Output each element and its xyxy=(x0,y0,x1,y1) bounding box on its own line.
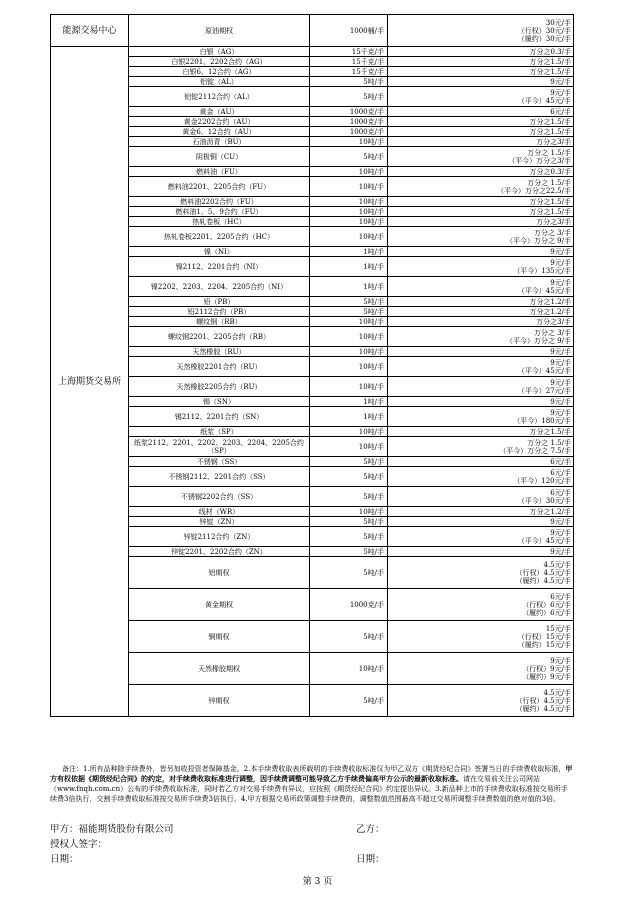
fee-line: 万分之1.2/手 xyxy=(529,507,571,516)
fee-cell xyxy=(388,427,574,437)
product-cell: 锌期权 xyxy=(129,685,310,717)
product-cell: 黄金2202合约（AU） xyxy=(129,117,310,127)
unit-cell: 5吨/手 xyxy=(310,307,388,317)
table-row xyxy=(51,547,574,557)
fee-line: 9元/手 xyxy=(550,528,571,537)
product-cell: 天然橡胶2205合约（RU） xyxy=(129,377,310,397)
fee-cell xyxy=(388,127,574,137)
fee-line: 6元/手 xyxy=(550,488,571,497)
table-row xyxy=(51,517,574,527)
unit-cell: 10吨/手 xyxy=(310,377,388,397)
unit-cell: 5吨/手 xyxy=(310,557,388,589)
fee-cell xyxy=(388,15,574,47)
product-cell: 不锈钢2112、2201合约（SS） xyxy=(129,467,310,487)
fee-line: 9元/手 xyxy=(550,278,571,287)
product-cell: 黄金（AU） xyxy=(129,107,310,117)
fee-cell xyxy=(388,547,574,557)
product-cell: 热轧卷板（HC） xyxy=(129,217,310,227)
product-cell: 铜期权 xyxy=(129,621,310,653)
product-cell: 石油沥青（BU） xyxy=(129,137,310,147)
fee-line: （平今）45元/手 xyxy=(517,536,571,545)
fee-cell xyxy=(388,307,574,317)
table-row xyxy=(51,467,574,487)
page-number: 第 3 页 xyxy=(302,877,333,887)
fee-cell xyxy=(388,507,574,517)
fee-line: 6元/手 xyxy=(550,592,571,601)
fee-line: 万分之0.3/手 xyxy=(529,47,571,56)
product-cell: 黄金6、12合约（AU） xyxy=(129,127,310,137)
unit-cell: 5吨/手 xyxy=(310,517,388,527)
table-row xyxy=(51,107,574,117)
fee-line: 万分之 3/手 xyxy=(533,228,571,237)
fee-line: 万分之 1.5/手 xyxy=(527,438,571,447)
table-row xyxy=(51,317,574,327)
product-cell: 白银（AG） xyxy=(129,47,310,57)
unit-cell: 1吨/手 xyxy=(310,257,388,277)
unit-cell: 1吨/手 xyxy=(310,277,388,297)
table-row xyxy=(51,147,574,167)
party-a-date-label: 日期： xyxy=(50,854,79,865)
table-row xyxy=(51,685,574,717)
product-cell: 铝锭2112合约（AL） xyxy=(129,87,310,107)
fee-line: （履约）15元/手 xyxy=(517,640,571,649)
product-cell: 白银6、12合约（AG） xyxy=(129,67,310,77)
fee-line: 4.5元/手 xyxy=(543,560,571,569)
table-row xyxy=(51,67,574,77)
fee-line: （平今）120元/手 xyxy=(513,476,571,485)
unit-cell: 5吨/手 xyxy=(310,547,388,557)
unit-cell: 1000克/手 xyxy=(310,589,388,621)
fee-line: 15元/手 xyxy=(545,624,571,633)
fee-cell xyxy=(388,557,574,589)
table-row xyxy=(51,347,574,357)
fee-cell xyxy=(388,327,574,347)
table-row xyxy=(51,457,574,467)
product-cell: 燃料油1、5、9合约（FU） xyxy=(129,207,310,217)
unit-cell: 10吨/手 xyxy=(310,177,388,197)
product-cell: 天然橡胶2201合约（RU） xyxy=(129,357,310,377)
unit-cell: 10吨/手 xyxy=(310,507,388,517)
fee-cell xyxy=(388,487,574,507)
unit-cell: 10吨/手 xyxy=(310,437,388,457)
fee-cell xyxy=(388,227,574,247)
exchange-cell: 能源交易中心 xyxy=(51,15,129,47)
fee-cell xyxy=(388,257,574,277)
unit-cell: 1吨/手 xyxy=(310,247,388,257)
fee-line: 万分之 1.5/手 xyxy=(527,148,571,157)
product-cell: 锌锭（ZN） xyxy=(129,517,310,527)
table-row xyxy=(51,177,574,197)
fee-line: （平今）45元/手 xyxy=(517,366,571,375)
table-row xyxy=(51,527,574,547)
fee-cell xyxy=(388,87,574,107)
fee-line: （履约）6元/手 xyxy=(522,608,571,617)
fee-cell xyxy=(388,207,574,217)
table-row xyxy=(51,357,574,377)
table-row xyxy=(51,277,574,297)
unit-cell: 5吨/手 xyxy=(310,685,388,717)
fee-line: 万分之1.5/手 xyxy=(529,207,571,216)
unit-cell: 1000桶/手 xyxy=(310,15,388,47)
product-cell: 铝期权 xyxy=(129,557,310,589)
unit-cell: 5吨/手 xyxy=(310,527,388,547)
unit-cell: 10吨/手 xyxy=(310,137,388,147)
unit-cell: 1000克/手 xyxy=(310,117,388,127)
fee-line: 9元/手 xyxy=(550,378,571,387)
fee-cell xyxy=(388,117,574,127)
fee-line: 万分之1.5/手 xyxy=(529,57,571,66)
fee-line: 9元/手 xyxy=(550,88,571,97)
fee-cell xyxy=(388,167,574,177)
fee-line: （平今）万分之 9/手 xyxy=(505,336,571,345)
unit-cell: 5吨/手 xyxy=(310,621,388,653)
fee-line: （行权）15元/手 xyxy=(517,632,571,641)
table-row xyxy=(51,257,574,277)
product-cell: 黄金期权 xyxy=(129,589,310,621)
table-row xyxy=(51,507,574,517)
product-cell: 锌锭2201、2202合约（ZN） xyxy=(129,547,310,557)
unit-cell: 1吨/手 xyxy=(310,397,388,407)
fee-line: 万分之 3/手 xyxy=(533,328,571,337)
unit-cell: 10吨/手 xyxy=(310,317,388,327)
product-cell: 螺纹钢2201、2205合约（RB） xyxy=(129,327,310,347)
unit-cell: 5吨/手 xyxy=(310,457,388,467)
fee-line: 万分之1.5/手 xyxy=(529,427,571,436)
fee-cell xyxy=(388,457,574,467)
fee-line: 9元/手 xyxy=(550,547,571,556)
product-cell: 纸浆（SP） xyxy=(129,427,310,437)
fee-line: 9元/手 xyxy=(550,247,571,256)
fee-line: （行权）4.5元/手 xyxy=(515,568,571,577)
unit-cell: 5吨/手 xyxy=(310,87,388,107)
unit-cell: 10吨/手 xyxy=(310,327,388,347)
product-cell: 阴极铜（CU） xyxy=(129,147,310,167)
table-row xyxy=(51,589,574,621)
fee-cell xyxy=(388,621,574,653)
fee-line: （履约）30元/手 xyxy=(517,34,571,43)
fee-line: （平今）135元/手 xyxy=(513,266,571,275)
fee-line: 30元/手 xyxy=(545,18,571,27)
fee-cell xyxy=(388,685,574,717)
unit-cell: 10吨/手 xyxy=(310,217,388,227)
product-cell: 铅2112合约（PB） xyxy=(129,307,310,317)
unit-cell: 10吨/手 xyxy=(310,347,388,357)
fee-cell xyxy=(388,137,574,147)
fee-cell xyxy=(388,107,574,117)
fee-line: 6元/手 xyxy=(550,457,571,466)
fee-line: 6元/手 xyxy=(550,468,571,477)
fee-line: 万分之3/手 xyxy=(536,137,571,146)
table-row xyxy=(51,15,574,47)
fee-line: 9元/手 xyxy=(550,397,571,406)
table-row xyxy=(51,117,574,127)
fee-line: 万分之3/手 xyxy=(536,217,571,226)
fee-line: （平今）万分之 9/手 xyxy=(505,236,571,245)
table-row xyxy=(51,247,574,257)
fee-line: 6元/手 xyxy=(550,107,571,116)
fee-line: 9元/手 xyxy=(550,358,571,367)
unit-cell: 5吨/手 xyxy=(310,77,388,87)
product-cell: 原油期权 xyxy=(129,15,310,47)
product-cell: 锌锭2112合约（ZN） xyxy=(129,527,310,547)
fee-line: （平今）万分之22.5/手 xyxy=(497,186,571,195)
unit-cell: 1000克/手 xyxy=(310,107,388,117)
party-b-date-label: 日期： xyxy=(356,854,385,865)
fee-line: （履约）4.5元/手 xyxy=(515,704,571,713)
fee-cell xyxy=(388,467,574,487)
fee-cell xyxy=(388,397,574,407)
fee-cell xyxy=(388,517,574,527)
remarks-text-2: 请在交易前关注公司网站（www.fnqh.com.cn）公布的手续费收取标准，同时若乙方对交易手续费有异议，应按照《期货经纪合同》约定提出异议。3.新品种上市的手续费收取标准按交易所手续费3倍执行，交割手续费收取标准按交易所手续费3倍执行。4.甲方根据交易所政策调整手续费的，调整数值范围最高不超过交易所调整手续费数值的绝对值的3倍。 xyxy=(50,775,568,803)
fee-cell xyxy=(388,437,574,457)
unit-cell: 10吨/手 xyxy=(310,427,388,437)
fee-cell xyxy=(388,653,574,685)
exchange-cell: 上海期货交易所 xyxy=(51,47,129,717)
product-cell: 不锈钢（SS） xyxy=(129,457,310,467)
table-row xyxy=(51,127,574,137)
party-a-label: 甲方：福能期货股份有限公司 xyxy=(50,824,174,835)
fee-line: （行权）4.5元/手 xyxy=(515,696,571,705)
fee-line: 9元/手 xyxy=(550,656,571,665)
table-row xyxy=(51,397,574,407)
table-row xyxy=(51,437,574,457)
table-row xyxy=(51,621,574,653)
fee-line: 9元/手 xyxy=(550,258,571,267)
product-cell: 燃料油（FU） xyxy=(129,167,310,177)
unit-cell: 10吨/手 xyxy=(310,653,388,685)
fee-cell xyxy=(388,197,574,207)
fee-cell xyxy=(388,147,574,167)
product-cell: 不锈钢2202合约（SS） xyxy=(129,487,310,507)
fee-line: （行权）6元/手 xyxy=(522,600,571,609)
unit-cell: 15千克/手 xyxy=(310,47,388,57)
fee-line: （行权）9元/手 xyxy=(522,664,571,673)
fee-line: 万分之1.5/手 xyxy=(529,197,571,206)
remarks-text: 备注：1.所有品种除手续费外，皆另加收投资者保障基金。2.本手续费收取表所载明的手续费收取标准仅为甲乙双方《期货经纪合同》签署当日的手续费收取标准， xyxy=(62,765,566,773)
product-cell: 锡2112、2201合约（SN） xyxy=(129,407,310,427)
fee-line: （履约）4.5元/手 xyxy=(515,576,571,585)
fee-line: 9元/手 xyxy=(550,347,571,356)
unit-cell: 10吨/手 xyxy=(310,207,388,217)
fee-cell xyxy=(388,589,574,621)
fee-line: （平今）30元/手 xyxy=(517,496,571,505)
product-cell: 白银2201、2202合约（AG） xyxy=(129,57,310,67)
fee-table xyxy=(50,14,574,717)
fee-cell xyxy=(388,277,574,297)
product-cell: 燃料油2202合约（FU） xyxy=(129,197,310,207)
fee-line: 万分之 1.5/手 xyxy=(527,178,571,187)
table-row xyxy=(51,327,574,347)
fee-line: 万分之1.2/手 xyxy=(529,297,571,306)
table-row xyxy=(51,307,574,317)
fee-line: 万分之1.5/手 xyxy=(529,127,571,136)
fee-cell xyxy=(388,407,574,427)
fee-line: 万分之1.5/手 xyxy=(529,67,571,76)
product-cell: 天然橡胶期权 xyxy=(129,653,310,685)
fee-line: （履约）9元/手 xyxy=(522,672,571,681)
table-row xyxy=(51,77,574,87)
product-cell: 燃料油2201、2205合约（FU） xyxy=(129,177,310,197)
table-row xyxy=(51,557,574,589)
unit-cell: 1吨/手 xyxy=(310,407,388,427)
table-row xyxy=(51,197,574,207)
unit-cell: 10吨/手 xyxy=(310,197,388,207)
fee-line: （平今）45元/手 xyxy=(517,96,571,105)
fee-line: （平今）27元/手 xyxy=(517,386,571,395)
fee-cell xyxy=(388,47,574,57)
authorized-signature-label: 授权人签字： xyxy=(50,839,108,850)
product-cell: 天然橡胶（RU） xyxy=(129,347,310,357)
fee-cell xyxy=(388,347,574,357)
fee-line: 9元/手 xyxy=(550,77,571,86)
fee-line: 万分之1.5/手 xyxy=(529,117,571,126)
table-row xyxy=(51,217,574,227)
fee-cell xyxy=(388,527,574,547)
table-row xyxy=(51,137,574,147)
unit-cell: 5吨/手 xyxy=(310,467,388,487)
fee-line: 4.5元/手 xyxy=(543,688,571,697)
fee-cell xyxy=(388,377,574,397)
table-row xyxy=(51,407,574,427)
fee-cell xyxy=(388,317,574,327)
fee-cell xyxy=(388,177,574,197)
fee-cell xyxy=(388,57,574,67)
product-cell: 纸浆2112、2201、2202、2203、2204、2205合约（SP） xyxy=(129,437,310,457)
fee-line: 9元/手 xyxy=(550,408,571,417)
fee-cell xyxy=(388,67,574,77)
unit-cell: 5吨/手 xyxy=(310,297,388,307)
unit-cell: 15千克/手 xyxy=(310,57,388,67)
fee-cell xyxy=(388,357,574,377)
table-row xyxy=(51,47,574,57)
unit-cell: 10吨/手 xyxy=(310,227,388,247)
unit-cell: 15千克/手 xyxy=(310,67,388,77)
table-row xyxy=(51,57,574,67)
product-cell: 铅（PB） xyxy=(129,297,310,307)
fee-line: 9元/手 xyxy=(550,517,571,526)
fee-line: （平今）45元/手 xyxy=(517,286,571,295)
product-cell: 镍（NI） xyxy=(129,247,310,257)
fee-line: 万分之0.3/手 xyxy=(529,167,571,176)
fee-cell xyxy=(388,247,574,257)
fee-cell xyxy=(388,77,574,87)
fee-cell xyxy=(388,217,574,227)
remarks xyxy=(50,764,573,804)
table-row xyxy=(51,377,574,397)
product-cell: 锡（SN） xyxy=(129,397,310,407)
table-row xyxy=(51,207,574,217)
product-cell: 镍2112、2201合约（NI） xyxy=(129,257,310,277)
table-row xyxy=(51,653,574,685)
unit-cell: 10吨/手 xyxy=(310,357,388,377)
fee-line: 万分之1.2/手 xyxy=(529,307,571,316)
table-row xyxy=(51,487,574,507)
fee-line: （平今）万分之3/手 xyxy=(508,156,571,165)
remarks-bold-text: 甲方有权依据《期货经纪合同》的约定，对手续费收取标准进行调整，因手续费调整可能导致乙方手续费偏高甲方公示的最新收取标准。 xyxy=(50,764,573,783)
unit-cell: 5吨/手 xyxy=(310,487,388,507)
unit-cell: 10吨/手 xyxy=(310,167,388,177)
table-row xyxy=(51,227,574,247)
fee-line: （平今）180元/手 xyxy=(513,416,571,425)
table-row xyxy=(51,87,574,107)
product-cell: 线材（WR） xyxy=(129,507,310,517)
unit-cell: 1000克/手 xyxy=(310,127,388,137)
table-row xyxy=(51,297,574,307)
fee-line: （平今）万分之 7.5/手 xyxy=(499,446,571,455)
fee-cell xyxy=(388,297,574,307)
table-row xyxy=(51,427,574,437)
unit-cell: 5吨/手 xyxy=(310,147,388,167)
table-row xyxy=(51,167,574,177)
fee-line: 万分之3/手 xyxy=(536,317,571,326)
product-cell: 铝锭（AL） xyxy=(129,77,310,87)
fee-line: （行权）30元/手 xyxy=(517,26,571,35)
product-cell: 镍2202、2203、2204、2205合约（NI） xyxy=(129,277,310,297)
product-cell: 热轧卷板2201、2205合约（HC） xyxy=(129,227,310,247)
party-b-label: 乙方： xyxy=(356,824,385,835)
product-cell: 螺纹钢（RB） xyxy=(129,317,310,327)
